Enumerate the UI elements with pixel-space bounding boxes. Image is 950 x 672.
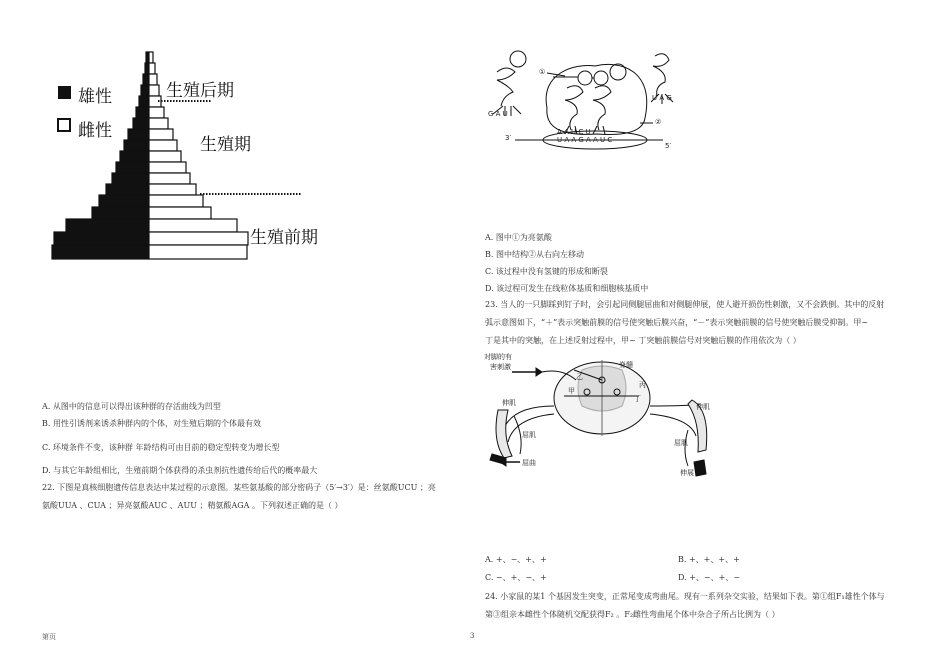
- q23-option-b: B. +、+、+、+: [678, 555, 740, 564]
- fig22-right-anticodon: U A G: [652, 94, 672, 102]
- footer-page-number: 3: [470, 632, 475, 640]
- trna-middle-right: [593, 86, 611, 130]
- q22-stem-line2: 氨酸UUA 、CUA ；异亮氨酸AUC 、AUU ；精氨酸AGA 。下列叙述正确的是（ ）: [42, 501, 343, 510]
- fig23-synapse-ding: 丁: [634, 395, 641, 403]
- fig22-five-prime: 5′: [665, 142, 672, 150]
- reflex-arc-figure: [484, 350, 724, 480]
- trna-middle-left: [565, 86, 583, 130]
- fig23-synapse-bing: 丙: [639, 381, 646, 389]
- legend-female-label: 雌性: [78, 121, 112, 141]
- fig23-flexion: 屈曲: [522, 459, 536, 467]
- q22-stem-line1: 22. 下图是真核细胞遗传信息表达中某过程的示意图。某些氨基酸的部分密码子（5′→3′）是：丝氨酸UCU ；亮: [42, 483, 436, 492]
- q22-option-b: B. 图中结构②从右向左移动: [485, 250, 584, 259]
- q23-option-a: A. +、−、+、+: [485, 555, 547, 564]
- translation-figure: [485, 48, 695, 173]
- reflex-arc-diagram: [484, 350, 724, 480]
- fig23-right-extensor: 伸肌: [696, 403, 710, 411]
- legend-male-swatch: [58, 86, 71, 99]
- q22-option-a: A. 图中①为亮氨酸: [485, 233, 552, 242]
- fig22-label-2: ②: [655, 118, 662, 126]
- ribosome-diagram: [485, 48, 695, 173]
- label-post-reproductive: 生殖后期: [166, 81, 234, 101]
- fig23-stimulus-line2: 害刺激: [490, 363, 511, 371]
- trna-left: [497, 68, 515, 106]
- fig23-synapse-jia: 甲: [568, 387, 575, 395]
- age-pyramid-figure: [40, 40, 340, 270]
- q24-stem-line1: 24. 小家鼠的某1 个基因发生突变，正常尾变成弯曲尾。现有一系列杂交实验，结果如下表。第①组F₁雄性个体与: [485, 592, 885, 601]
- amino-acid-free: [610, 64, 626, 80]
- q21-option-b: B. 用性引诱剂来诱杀种群内的个体，对生殖后期的个体最有效: [42, 419, 261, 428]
- footer-page-label: 第页: [42, 633, 56, 641]
- q21-option-c: C. 环境条件不变，该种群 年龄结构可由目前的稳定型转变为增长型: [42, 443, 280, 452]
- q23-stem-line1: 23. 当人的一只脚踩到钉子时，会引起同侧腿屈曲和对侧腿伸展，使人避开损伤性刺激，又不会跌倒。其中的反射: [485, 300, 885, 309]
- fig22-codons-bottom: U A A G A A U C: [557, 136, 613, 144]
- q21-option-a: A. 从图中的信息可以得出该种群的存活曲线为凹型: [42, 402, 221, 411]
- fig23-extension: 伸展: [680, 469, 694, 477]
- q22-option-c: C. 该过程中没有氢键的形成和断裂: [485, 267, 608, 276]
- fig23-left-extensor: 伸肌: [502, 399, 516, 407]
- q23-option-c: C. −、+、−、+: [485, 573, 547, 582]
- fig23-stimulus-line1: 对脚的有: [484, 353, 512, 361]
- fig23-left-flexor: 屈肌: [522, 431, 536, 439]
- fig23-right-flexor: 屈肌: [674, 439, 688, 447]
- legend-male-label: 雄性: [78, 87, 112, 107]
- amino-acid-left: [510, 51, 526, 67]
- q22-option-d: D. 该过程可发生在线粒体基质和细胞核基质中: [485, 284, 649, 293]
- q23-stem-line3: 丁是其中的突触，在上述反射过程中，甲~ 丁突触前膜信号对突触后膜的作用依次为（ ）: [485, 336, 801, 345]
- fig22-codons-top: A A U C U: [557, 128, 591, 136]
- q23-option-d: D. +、−、+、−: [678, 573, 741, 582]
- fig22-left-anticodon: G A U: [488, 110, 508, 118]
- fig22-three-prime: 3′: [505, 134, 512, 142]
- legend-female-swatch: [58, 119, 70, 131]
- label-pre-reproductive: 生殖前期: [250, 228, 318, 248]
- fig23-spinal-cord-label: 脊髓: [619, 361, 633, 369]
- trna-right: [653, 54, 669, 96]
- label-reproductive: 生殖期: [200, 135, 251, 155]
- fig22-label-1: ①: [539, 68, 546, 76]
- q21-option-d: D. 与其它年龄组相比，生殖前期个体获得的杀虫剂抗性遗传给后代的概率最大: [42, 466, 318, 475]
- q24-stem-line2: 第③组亲本雌性个体随机交配获得F₂ 。F₂雌性弯曲尾个体中杂合子所占比例为（ ）: [485, 610, 780, 619]
- q23-stem-line2: 弧示意图如下，“＋”表示突触前膜的信号使突触后膜兴奋，“－”表示突触前膜的信号使突触后膜受抑制。甲~: [485, 318, 869, 327]
- fig23-synapse-yi: 乙: [576, 373, 583, 381]
